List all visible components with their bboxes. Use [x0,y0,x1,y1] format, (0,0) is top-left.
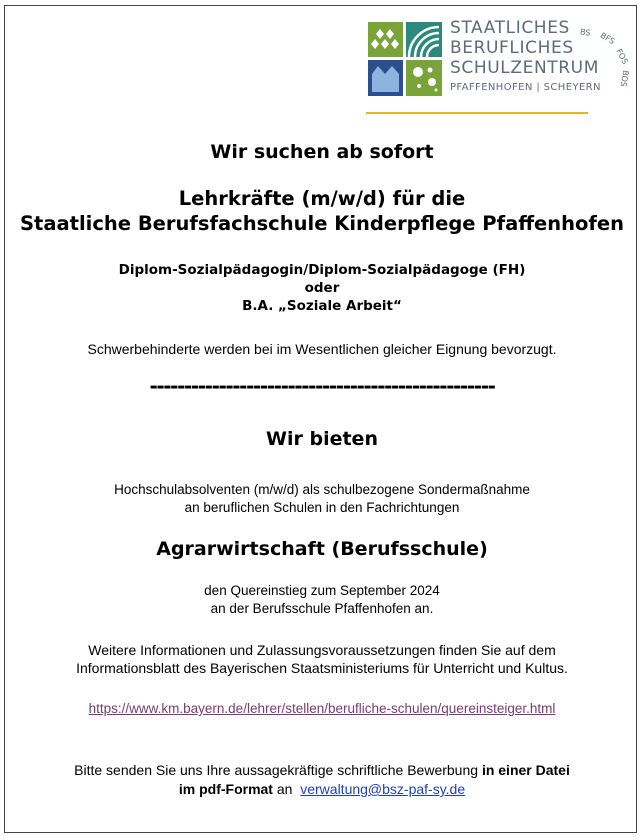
email-link[interactable]: verwaltung@bsz-paf-sy.de [300,781,466,797]
logo-emblem-icon [366,20,444,98]
intro-heading: Wir suchen ab sofort [210,141,434,163]
apply-text-bold-1: in einer Datei [481,762,570,778]
field-heading: Agrarwirtschaft (Berufsschule) [156,538,488,560]
apply-text-mid: an [272,781,301,797]
logo-line-2: BERUFLICHES [450,38,574,58]
info-line-1: Weitere Informationen und Zulassungsvoraussetzungen finden Sie auf dem [88,642,556,658]
degree-or: oder [304,280,340,296]
logo-line-3: SCHULZENTRUM [450,58,599,78]
logo-arc-fos: FOS [614,47,630,66]
offer-heading: Wir bieten [266,428,378,450]
logo-arc-bos: BOS [618,69,631,88]
logo-line-4: PFAFFENHOFEN | SCHEYERN [450,82,601,93]
apply-line-1 [0,762,644,778]
apply-line-2 [0,781,644,797]
offer-line-2: an beruflichen Schulen in den Fachrichtungen [184,500,460,515]
apply-text-bold-2: im pdf-Format [178,781,273,797]
offer-line-1: Hochschulabsolventen (m/w/d) als schulbezogene Sondermaßnahme [114,482,530,497]
info-line-2: Informationsblatt des Bayerischen Staatsministeriums für Unterricht und Kultus. [76,660,568,676]
logo-arc-bfs: BFS [598,30,617,47]
school-logo [366,20,636,120]
position-title-line-1: Lehrkräfte (m/w/d) für die [178,187,466,210]
apply-text-start: Bitte senden Sie uns Ihre aussagekräftige schriftliche Bewerbung [74,762,482,778]
entry-line-2: an der Berufsschule Pfaffenhofen an. [210,601,434,616]
separator-line: -------------------------------------------------- [149,374,495,398]
degree-line-2: B.A. „Soziale Arbeit“ [242,298,402,314]
logo-underline [366,112,588,114]
entry-line-1: den Quereinstieg zum September 2024 [204,583,440,598]
disability-notice: Schwerbehinderte werden bei im Wesentlichen gleicher Eignung bevorzugt. [87,341,557,357]
degree-line-1: Diplom-Sozialpädagogin/Diplom-Sozialpädagoge (FH) [118,262,526,278]
logo-line-1: STAATLICHES [450,18,570,38]
position-title-line-2: Staatliche Berufsfachschule Kinderpflege Pfaffenhofen [19,212,624,235]
logo-arc-bs: BS [579,27,592,38]
info-url-link[interactable]: https://www.km.bayern.de/lehrer/stellen/berufliche-schulen/quereinsteiger.html [88,701,556,716]
